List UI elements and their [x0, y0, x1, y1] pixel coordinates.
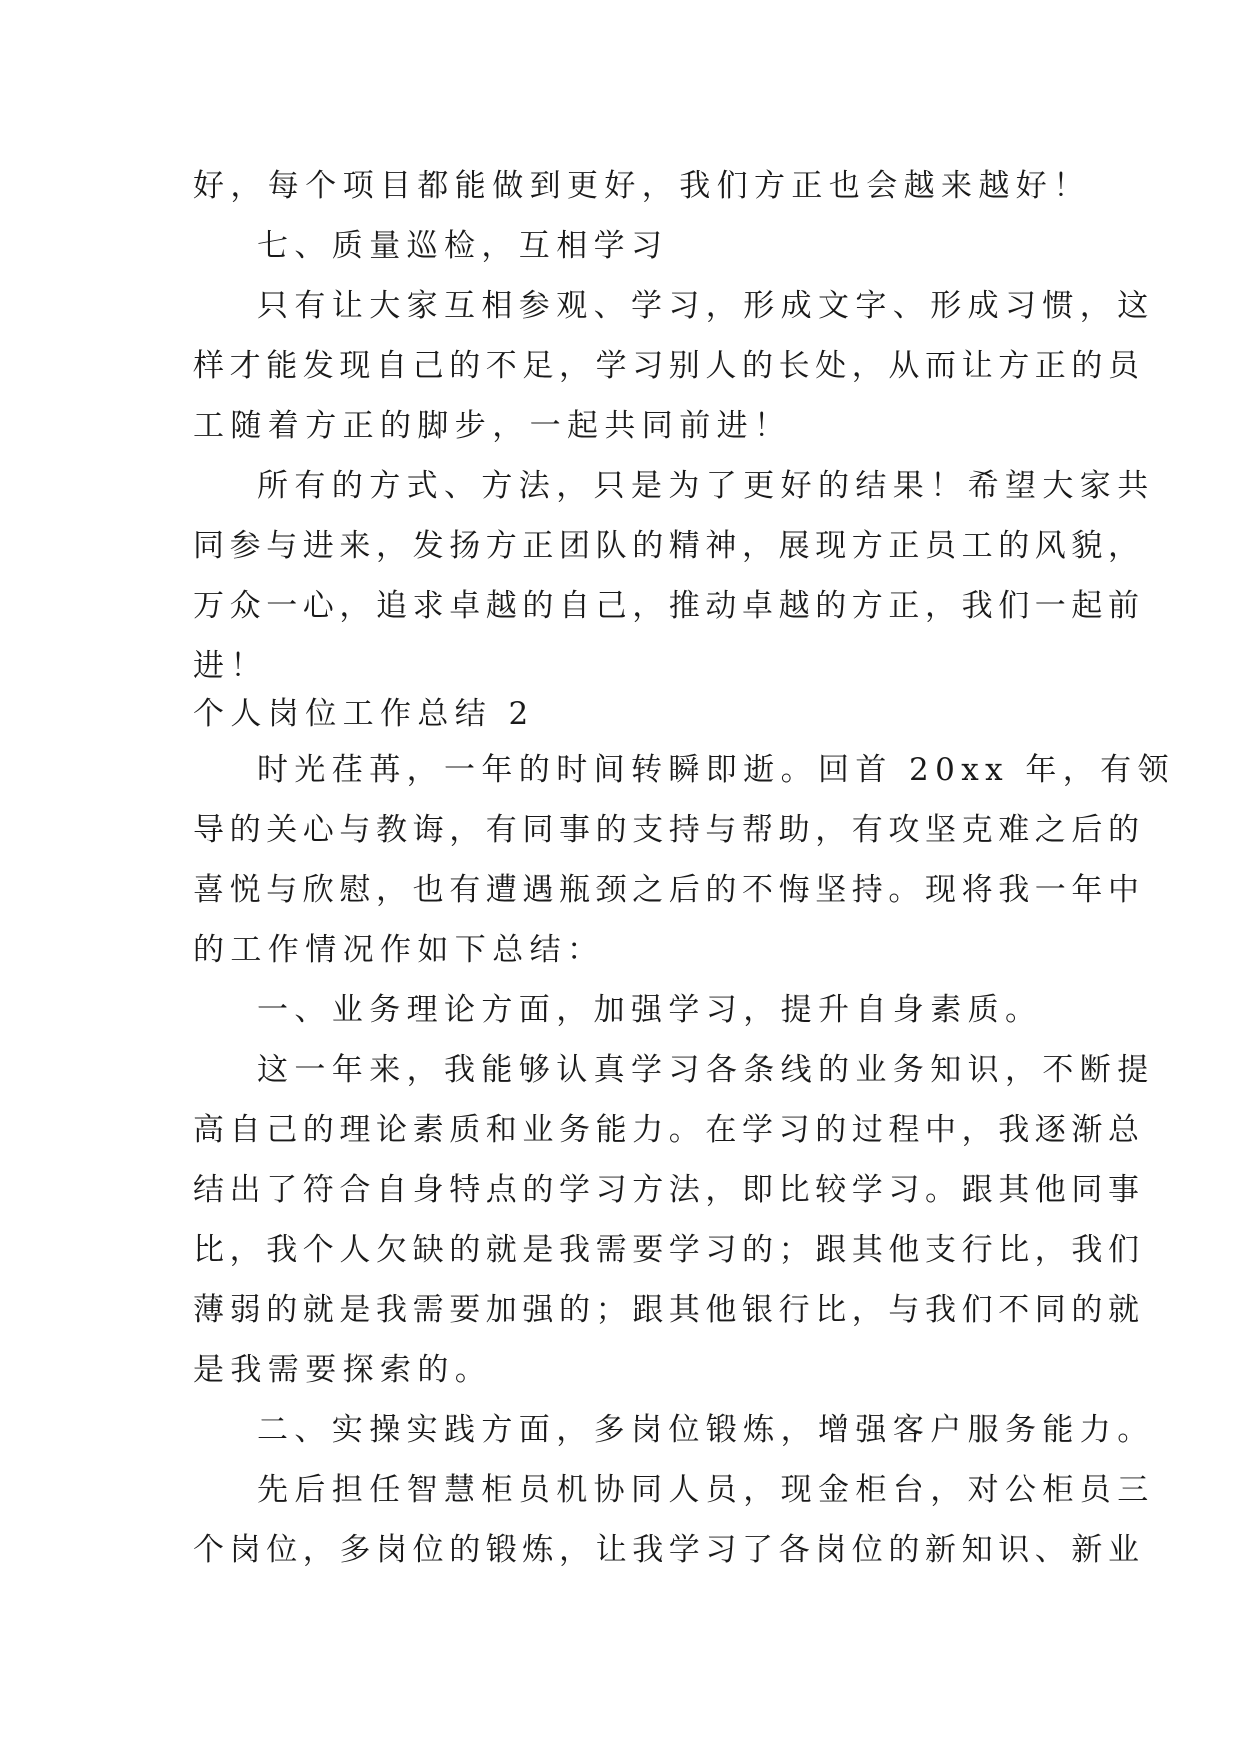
paragraph-line: 时光荏苒，一年的时间转瞬即逝。回首 20xx 年，有领	[257, 752, 1175, 788]
paragraph-line: 比，我个人欠缺的就是我需要学习的；跟其他支行比，我们	[193, 1232, 1145, 1268]
paragraph-line: 所有的方式、方法，只是为了更好的结果！希望大家共	[257, 468, 1155, 504]
section-heading: 七、质量巡检，互相学习	[257, 228, 669, 264]
section-heading: 一、业务理论方面，加强学习，提升自身素质。	[257, 992, 1043, 1028]
paragraph-line: 薄弱的就是我需要加强的；跟其他银行比，与我们不同的就	[193, 1292, 1145, 1328]
paragraph-line: 导的关心与教诲，有同事的支持与帮助，有攻坚克难之后的	[193, 812, 1145, 848]
paragraph-line: 同参与进来，发扬方正团队的精神，展现方正员工的风貌，	[193, 528, 1145, 564]
paragraph-line: 这一年来，我能够认真学习各条线的业务知识，不断提	[257, 1052, 1155, 1088]
paragraph-line: 万众一心，追求卓越的自己，推动卓越的方正，我们一起前	[193, 588, 1145, 624]
paragraph-line: 结出了符合自身特点的学习方法，即比较学习。跟其他同事	[193, 1172, 1145, 1208]
paragraph-line: 样才能发现自己的不足，学习别人的长处，从而让方正的员	[193, 348, 1145, 384]
paragraph-line: 工随着方正的脚步，一起共同前进！	[193, 408, 792, 444]
paragraph-line: 好，每个项目都能做到更好，我们方正也会越来越好！	[193, 168, 1091, 204]
paragraph-line: 高自己的理论素质和业务能力。在学习的过程中，我逐渐总	[193, 1112, 1145, 1148]
paragraph-line: 先后担任智慧柜员机协同人员，现金柜台，对公柜员三	[257, 1472, 1155, 1508]
document-subtitle: 个人岗位工作总结 2	[193, 696, 535, 732]
paragraph-line: 进！	[193, 648, 268, 684]
paragraph-line: 的工作情况作如下总结：	[193, 932, 605, 968]
paragraph-line: 喜悦与欣慰，也有遭遇瓶颈之后的不悔坚持。现将我一年中	[193, 872, 1145, 908]
paragraph-line: 个岗位，多岗位的锻炼，让我学习了各岗位的新知识、新业	[193, 1532, 1145, 1568]
paragraph-line: 是我需要探索的。	[193, 1352, 493, 1388]
paragraph-line: 只有让大家互相参观、学习，形成文字、形成习惯，这	[257, 288, 1155, 324]
section-heading: 二、实操实践方面，多岗位锻炼，增强客户服务能力。	[257, 1412, 1155, 1448]
